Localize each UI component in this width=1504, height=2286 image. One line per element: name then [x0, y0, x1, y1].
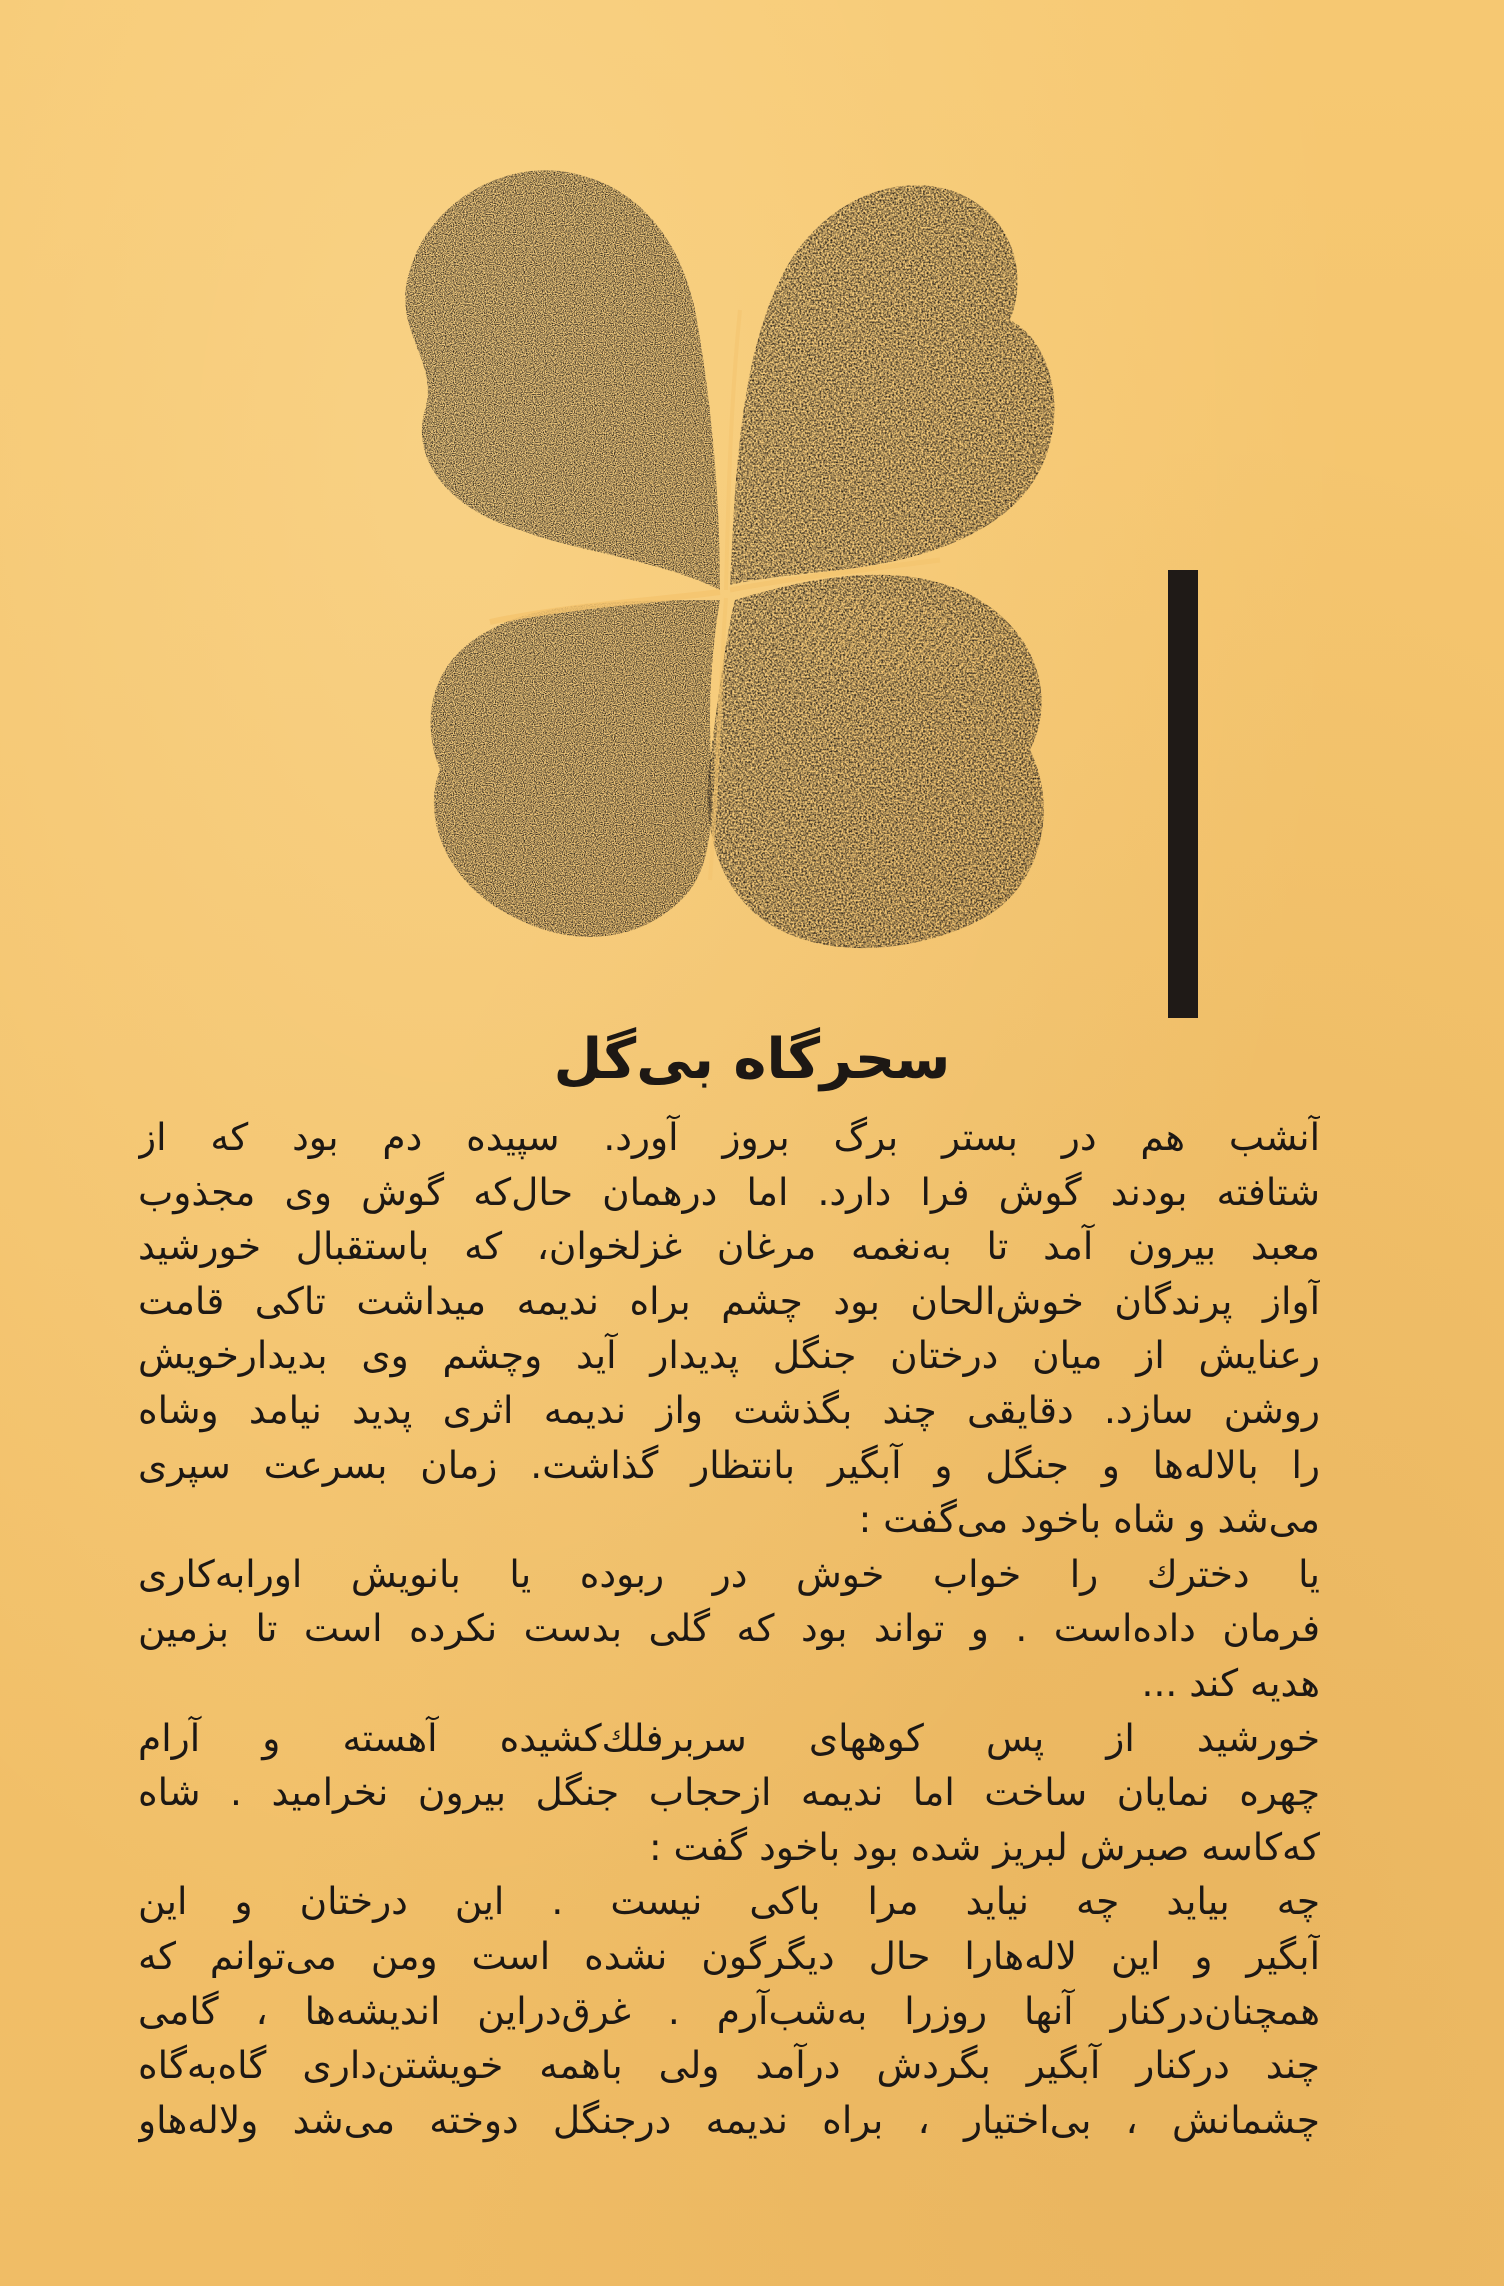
- text-line: یا دخترك را خواب خوش در ربوده یا بانویش اورابه‌کاری: [138, 1551, 1320, 1596]
- text-line: همچنان‌درکنار آنها روزرا به‌شب‌آرم . غرق‌دراین اندیشه‌ها ، گامی: [138, 1988, 1320, 2033]
- four-leaf-clover-print-icon: [240, 160, 1240, 1030]
- text-line: چه بیاید چه نیاید مرا باکی نیست . این درختان و این: [138, 1879, 1320, 1924]
- text-line: رعنایش از میان درختان جنگل پدیدار آید وچشم وی بدیدارخویش: [138, 1333, 1320, 1378]
- body-text: [138, 1110, 1320, 2147]
- clover-leaf-upper-left: [405, 170, 720, 590]
- text-line: می‌شد و شاه باخود می‌گفت :: [858, 1497, 1320, 1542]
- decorative-vertical-bar: [1168, 570, 1198, 1018]
- text-line: چشمانش ، بی‌اختیار ، براه ندیمه درجنگل دوخته می‌شد ولاله‌هاو: [138, 2097, 1320, 2142]
- text-line: چند درکنار آبگیر بگردش درآمد ولی باهمه خویشتن‌داری گاه‌به‌گاه: [138, 2043, 1320, 2088]
- text-line: را بالاله‌ها و جنگل و آبگیر بانتظار گذاشت. زمان بسرعت سپری: [138, 1442, 1320, 1487]
- clover-leaf-upper-right: [730, 185, 1054, 585]
- text-line: آبگیر و این لاله‌هارا حال دیگرگون نشده است ومن می‌توانم که: [138, 1933, 1320, 1978]
- text-line: هدیه کند ...: [1141, 1660, 1320, 1705]
- text-line: شتافته بودند گوش فرا دارد. اما درهمان حال‌که گوش وی مجذوب: [138, 1169, 1320, 1214]
- clover-illustration: [240, 160, 1240, 1030]
- clover-leaf-lower-left: [431, 600, 720, 937]
- page-title: سحرگاه بی‌گل: [553, 1027, 951, 1092]
- text-line: خورشید از پس کوههای سربرفلك‌کشیده آهسته و آرام: [138, 1715, 1320, 1760]
- text-line: فرمان داده‌است . و تواند بود که گلی بدست نکرده است تا بزمین: [138, 1606, 1320, 1651]
- text-line: آواز پرندگان خوش‌الحان بود چشم براه ندیمه میداشت تاکی قامت: [138, 1278, 1320, 1323]
- text-line: که‌کاسه صبرش لبریز شده بود باخود گفت :: [648, 1824, 1320, 1869]
- text-line: روشن سازد. دقایقی چند بگذشت واز ندیمه اثری پدید نیامد وشاه: [138, 1387, 1320, 1432]
- text-line: چهره نمایان ساخت اما ندیمه ازحجاب جنگل بیرون نخرامید . شاه: [138, 1770, 1320, 1815]
- text-line: آنشب هم در بستر برگ بروز آورد. سپیده دم بود که از: [138, 1115, 1320, 1159]
- text-line: معبد بیرون آمد تا به‌نغمه مرغان غزلخوان، که باستقبال خورشید: [138, 1224, 1320, 1269]
